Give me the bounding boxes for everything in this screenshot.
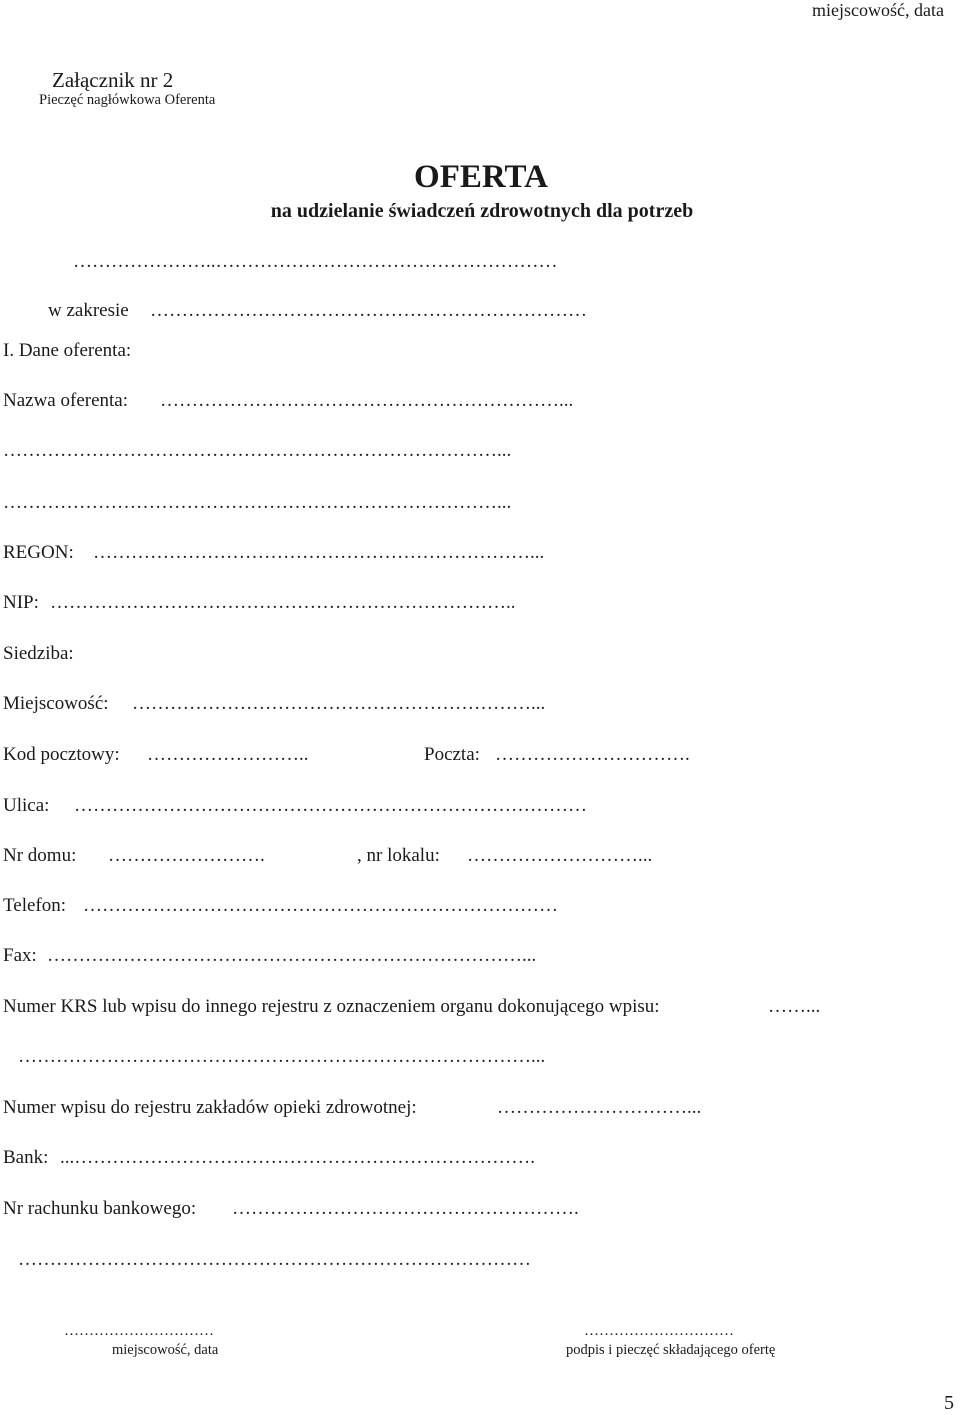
account-number-continuation[interactable]: ……………………………………………………………………… [18,1249,531,1270]
phone-label: Telefon: [3,895,67,916]
signature-right-dots: ………………………… [584,1323,734,1339]
nip-field[interactable]: ……………………………………………………………….. [50,592,516,613]
offeror-name-continuation-1[interactable]: ……………………………………………………………………... [3,440,512,461]
scope-label: w zakresie [48,300,129,321]
krs-field[interactable]: ……... [768,996,821,1017]
house-number-label: Nr domu: [3,845,77,866]
house-number-field[interactable]: ……………………. [108,845,265,866]
postal-code-label: Kod pocztowy: [3,744,120,765]
page-number: 5 [944,1392,954,1414]
postal-code-field[interactable]: …………………….. [147,744,309,765]
signature-right-label: podpis i pieczęć składającego ofertę [566,1342,776,1358]
offeror-name-label: Nazwa oferenta: [3,390,129,411]
fax-field[interactable]: …………………………………………………………………... [47,945,537,966]
apartment-number-field[interactable]: ………………………... [467,845,653,866]
street-label: Ulica: [3,795,50,816]
regon-field[interactable]: ……………………………………………………………... [93,542,545,563]
offer-title: OFERTA [414,159,548,195]
top-place-date: miejscowość, data [812,0,944,20]
seat-label: Siedziba: [3,643,74,664]
section-heading: I. Dane oferenta: [3,340,132,361]
locality-label: Miejscowość: [3,693,109,714]
bank-label: Bank: [3,1147,49,1168]
post-office-field[interactable]: …………………………. [495,744,690,765]
post-office-label: Poczta: [424,744,480,765]
signature-left-label: miejscowość, data [112,1342,219,1358]
purpose-dotted-line[interactable]: …………………..……………………………………………… [73,251,558,272]
account-number-field[interactable]: ………………………………………………. [232,1198,579,1219]
offer-subtitle: na udzielanie świadczeń zdrowotnych dla potrzeb [270,200,694,222]
street-field[interactable]: ……………………………………………………………………… [74,795,587,816]
attachment-label: Załącznik nr 2 [52,68,174,92]
phone-field[interactable]: ………………………………………………………………… [83,895,558,916]
account-number-label: Nr rachunku bankowego: [3,1198,197,1219]
apartment-number-label: , nr lokalu: [357,845,440,866]
nip-label: NIP: [3,592,39,613]
signature-left-dots: ………………………… [64,1323,214,1339]
krs-label: Numer KRS lub wpisu do innego rejestru z oznaczeniem organu dokonującego wpisu: [3,996,660,1017]
offeror-name-field[interactable]: ………………………………………………………... [160,390,574,411]
healthcare-register-label: Numer wpisu do rejestru zakładów opieki zdrowotnej: [3,1097,417,1118]
stamp-note: Pieczęć nagłówkowa Oferenta [39,92,216,108]
fax-label: Fax: [3,945,37,966]
healthcare-register-field[interactable]: …………………………... [497,1097,702,1118]
bank-field[interactable]: ...………………………………………………………………. [60,1147,535,1168]
locality-field[interactable]: ………………………………………………………... [132,693,546,714]
offeror-name-continuation-2[interactable]: ……………………………………………………………………... [3,492,512,513]
regon-label: REGON: [3,542,74,563]
scope-dotted-line[interactable]: …………………………………………………………… [150,300,587,321]
krs-continuation[interactable]: ………………………………………………………………………... [18,1046,546,1067]
